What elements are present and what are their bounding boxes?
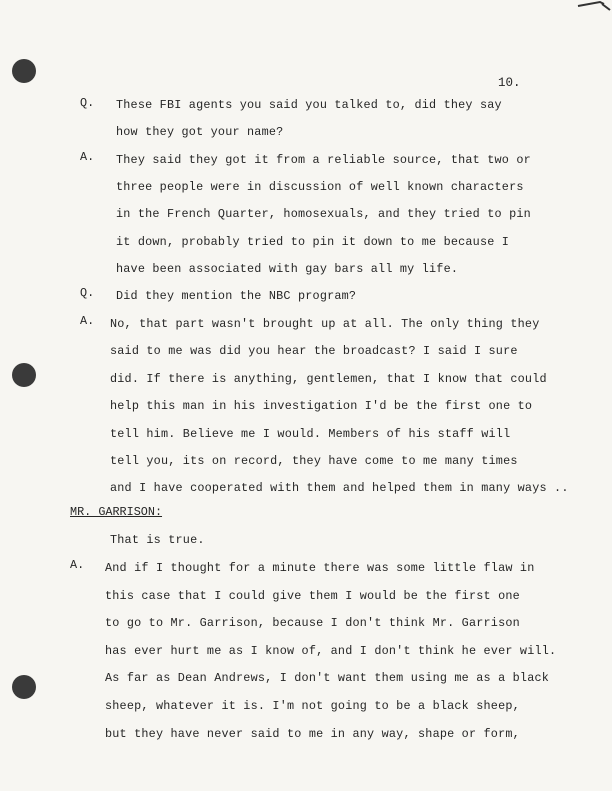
transcript-line: Did they mention the NBC program?: [116, 289, 357, 303]
transcript-line: has ever hurt me as I know of, and I don't think he ever will.: [105, 644, 557, 658]
speaker-label: MR. GARRISON:: [70, 505, 163, 519]
transcript-line: to go to Mr. Garrison, because I don't think Mr. Garrison: [105, 616, 520, 630]
transcript-line: And if I thought for a minute there was some little flaw in: [105, 561, 535, 575]
transcript-line: in the French Quarter, homosexuals, and they tried to pin: [116, 207, 531, 221]
transcript-line: how they got your name?: [116, 125, 284, 139]
transcript-line: help this man in his investigation I'd be the first one to: [110, 399, 533, 413]
transcript-line: this case that I could give them I would be the first one: [105, 589, 520, 603]
transcript-line: three people were in discussion of well known characters: [116, 180, 524, 194]
transcript-line: it down, probably tried to pin it down to me because I: [116, 235, 510, 249]
page-corner-mark-icon: [572, 0, 612, 30]
answer-label: A.: [80, 150, 95, 164]
answer-label: A.: [70, 558, 85, 572]
punch-hole-icon: [12, 675, 36, 699]
question-label: Q.: [80, 96, 95, 110]
page-number: 10.: [498, 76, 521, 90]
transcript-line: As far as Dean Andrews, I don't want them using me as a black: [105, 671, 550, 685]
transcript-line: tell him. Believe me I would. Members of his staff will: [110, 427, 511, 441]
transcript-line: but they have never said to me in any way, shape or form,: [105, 727, 520, 741]
transcript-line: tell you, its on record, they have come to me many times: [110, 454, 518, 468]
transcript-line: sheep, whatever it is. I'm not going to be a black sheep,: [105, 699, 520, 713]
transcript-line: have been associated with gay bars all my life.: [116, 262, 459, 276]
transcript-line: No, that part wasn't brought up at all. The only thing they: [110, 317, 540, 331]
transcript-line: said to me was did you hear the broadcast? I said I sure: [110, 344, 518, 358]
transcript-line: That is true.: [110, 533, 205, 547]
transcript-line: These FBI agents you said you talked to, did they say: [116, 98, 502, 112]
question-label: Q.: [80, 286, 95, 300]
transcript-line: and I have cooperated with them and helped them in many ways ..: [110, 481, 569, 495]
transcript-line: did. If there is anything, gentlemen, that I know that could: [110, 372, 547, 386]
transcript-line: They said they got it from a reliable source, that two or: [116, 153, 531, 167]
punch-hole-icon: [12, 59, 36, 83]
answer-label: A.: [80, 314, 95, 328]
punch-hole-icon: [12, 363, 36, 387]
